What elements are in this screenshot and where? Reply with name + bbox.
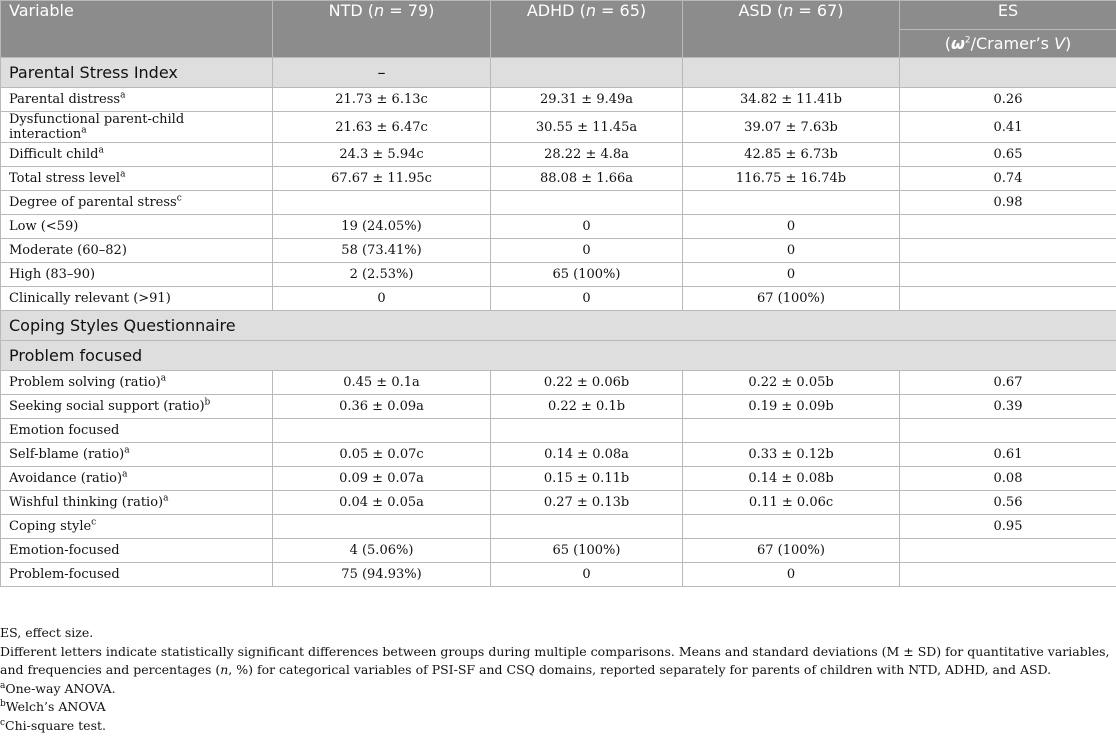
table-row: Problem-focused 75 (94.93%) 0 0 xyxy=(1,563,1116,587)
footnote-letters: Different letters indicate statistically significant differences between groups during multiple comparisons. Means and standard deviations (M ± SD) for quantitative variables, and frequencies and percentages (n, %) for categorical variables of PSI-SF and CSQ domains, reported separately for parents of children with NTD, ADHD, and ASD. xyxy=(0,643,1110,677)
section-csq: Coping Styles Questionnaire xyxy=(1,311,1116,341)
table-row: Problem solving (ratio)$^a$ 0.45 ± 0.1a 0.22 ± 0.06b 0.22 ± 0.05b 0.67 xyxy=(1,371,1116,395)
footnote-a: $^a$One-way ANOVA. xyxy=(0,680,116,696)
table-row: Dysfunctional parent-child interaction$^a$ 21.63 ± 6.47c 30.55 ± 11.45a 39.07 ± 7.63b 0.41 xyxy=(1,112,1116,143)
table-row: Wishful thinking (ratio)$^a$ 0.04 ± 0.05a 0.27 ± 0.13b 0.11 ± 0.06c 0.56 xyxy=(1,491,1116,515)
table-row: Moderate (60–82) 58 (73.41%) 0 0 xyxy=(1,239,1116,263)
header-variable: Variable xyxy=(1,1,273,58)
table-row: Emotion-focused 4 (5.06%) 65 (100%) 67 (100%) xyxy=(1,539,1116,563)
table-row: Low (<59) 19 (24.05%) 0 0 xyxy=(1,215,1116,239)
table-row: Self-blame (ratio)$^a$ 0.05 ± 0.07c 0.14 ± 0.08a 0.33 ± 0.12b 0.61 xyxy=(1,443,1116,467)
footnote-b: $^b$Welch’s ANOVA xyxy=(0,698,106,714)
table-row: High (83–90) 2 (2.53%) 65 (100%) 0 xyxy=(1,263,1116,287)
header-es-subtitle: ($\omega^2/Cramer’s$ V) xyxy=(900,30,1116,58)
footnote-c: $^c$Chi-square test. xyxy=(0,717,106,733)
table-row: Coping style$^c$ 0.95 xyxy=(1,515,1116,539)
footnote-es: ES, effect size. xyxy=(0,625,94,640)
table-footnotes xyxy=(0,624,1112,735)
header-adhd: ADHD (n = 65) xyxy=(491,1,683,58)
table-row: Difficult child$^a$ 24.3 ± 5.94c 28.22 ± 4.8a 42.85 ± 6.73b 0.65 xyxy=(1,143,1116,167)
table-row: Parental distress$^a$ 21.73 ± 6.13c 29.31 ± 9.49a 34.82 ± 11.41b 0.26 xyxy=(1,88,1116,112)
section-psi: Parental Stress Index – xyxy=(1,58,1116,88)
header-es: ES xyxy=(900,1,1116,30)
section-problem-focused: Problem focused xyxy=(1,341,1116,371)
table-row: Emotion focused xyxy=(1,419,1116,443)
table-row: Degree of parental stress$^c$ 0.98 xyxy=(1,191,1116,215)
table-row: Seeking social support (ratio)$^b$ 0.36 ± 0.09a 0.22 ± 0.1b 0.19 ± 0.09b 0.39 xyxy=(1,395,1116,419)
header-ntd: NTD (n = 79) xyxy=(273,1,491,58)
table-row: Clinically relevant (>91) 0 0 67 (100%) xyxy=(1,287,1116,311)
table-row: Total stress level$^a$ 67.67 ± 11.95c 88.08 ± 1.66a 116.75 ± 16.74b 0.74 xyxy=(1,167,1116,191)
header-asd: ASD (n = 67) xyxy=(683,1,900,58)
table-row: Avoidance (ratio)$^a$ 0.09 ± 0.07a 0.15 ± 0.11b 0.14 ± 0.08b 0.08 xyxy=(1,467,1116,491)
